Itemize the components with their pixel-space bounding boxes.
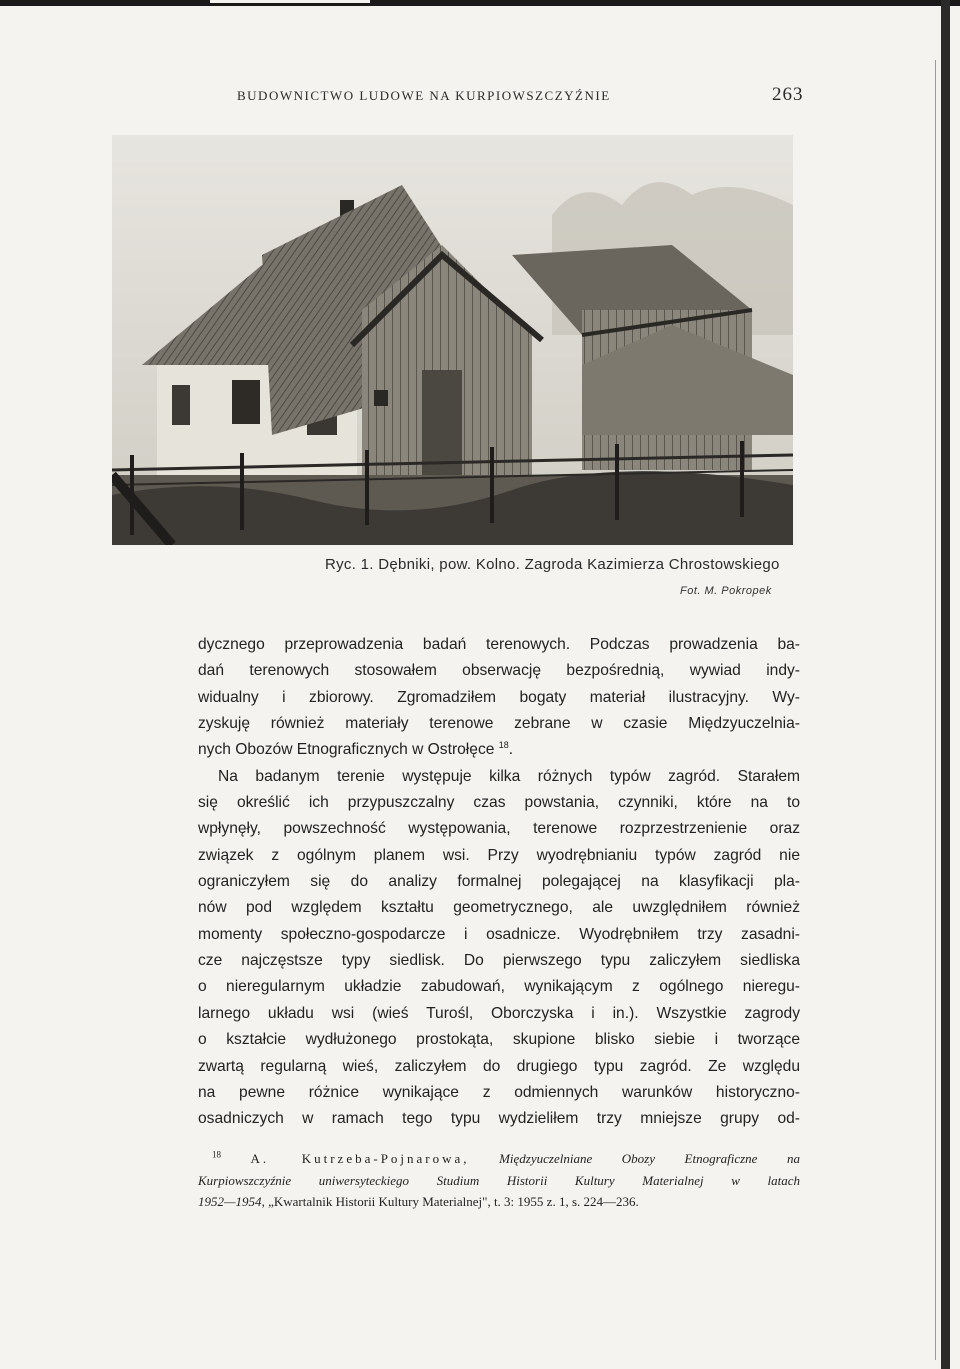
footnote-line: [198, 1191, 800, 1213]
text-line: nów pod względem kształtu geometrycznego, ale uwzględniłem również: [198, 899, 800, 917]
text-line: zyskuję również materiały terenowe zebrane w czasie Międzyuczelnia-: [198, 715, 800, 733]
text-line: dań terenowych stosowałem obserwację bezpośrednią, wywiad indy-: [198, 662, 800, 680]
text-line: o kształcie wydłużonego prostokąta, skupione blisko siebie i tworzące: [198, 1031, 800, 1049]
text-line: ograniczyłem się do analizy formalnej polegającej na klasyfikacji pla-: [198, 873, 800, 891]
scan-border-top: [0, 0, 960, 6]
sentence-end: .: [508, 741, 514, 759]
text-line: o nieregularnym układzie zabudowań, wynikającym z ogólnego nieregu-: [198, 978, 800, 996]
text-line: cze najczęstsze typy siedlisk. Do pierwszego typu zaliczyłem siedliska: [198, 952, 800, 970]
text-line: związek z ogólnym planem wsi. Przy wyodrębnianiu typów zagród nie: [198, 846, 800, 864]
text-line: osadniczych w ramach tego typu wydzieliłem trzy mniejsze grupy od-: [198, 1110, 800, 1128]
text-line: wpłynęły, powszechność występowania, terenowe rozprzestrzenienie oraz: [198, 820, 800, 838]
body-text: [198, 632, 800, 1133]
text-line-with-footnote: [198, 737, 800, 763]
text-line: Na badanym terenie występuje kilka różnych typów zagród. Starałem: [218, 767, 800, 785]
figure-caption: Ryc. 1. Dębniki, pow. Kolno. Zagroda Kazimierza Chrostowskiego: [325, 556, 780, 573]
footnote-reference: 18: [498, 740, 509, 751]
text-line-content: nych Obozów Etnograficznych w Ostrołęce: [198, 741, 495, 759]
footnote-years: 1952—1954: [198, 1194, 262, 1209]
footnote-author: A. Kutrzeba-Pojnarowa,: [250, 1151, 470, 1166]
running-head: BUDOWNICTWO LUDOWE NA KURPIOWSZCZYŹNIE: [237, 88, 611, 103]
footnote-marker: 18: [212, 1149, 221, 1160]
text-line: widualny i zbiorowy. Zgromadziłem bogaty materiał ilustracyjny. Wy-: [198, 688, 800, 706]
footnote-line: [198, 1148, 800, 1170]
footnote-journal: , „Kwartalnik Historii Kultury Materialnej", t. 3: 1955 z. 1, s. 224—236.: [261, 1194, 639, 1209]
scan-border-right: [941, 0, 950, 1369]
text-line: larnego układu wsi (wieś Turośl, Oborczyska i in.). Wszystkie zagrody: [198, 1004, 800, 1022]
text-line: momenty społeczno-gospodarcze i osadnicze. Wyodrębniłem trzy zasadni-: [198, 925, 800, 943]
text-line: się określić ich przypuszczalny czas powstania, czynniki, które na to: [198, 794, 800, 812]
page-number: 263: [772, 84, 804, 105]
scan-border-gap: [210, 0, 370, 3]
footnote-title: Międzyuczelniane Obozy Etnograficzne na: [499, 1151, 800, 1166]
footnote-line: Kurpiowszczyźnie uniwersyteckiego Studium Historii Kultury Materialnej w latach: [198, 1172, 800, 1188]
text-line: zwartą regularną wieś, zaliczyłem do drugiego typu zagród. Ze względu: [198, 1057, 800, 1075]
scan-edge-line: [935, 60, 936, 1360]
photo-credit: Fot. M. Pokropek: [680, 585, 772, 597]
text-line: dycznego przeprowadzenia badań terenowych. Podczas prowadzenia ba-: [198, 636, 800, 653]
text-line: na pewne różnice wynikające z odmiennych warunków historyczno-: [198, 1083, 800, 1101]
farmstead-illustration: [112, 135, 793, 545]
figure-photo: [112, 135, 793, 545]
footnote: [198, 1148, 800, 1213]
